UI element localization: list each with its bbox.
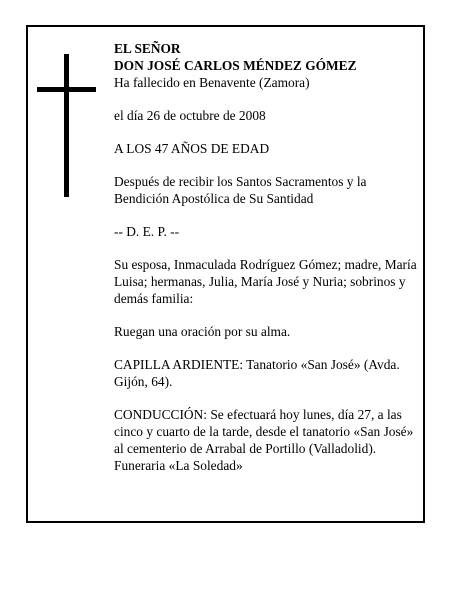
sacraments-paragraph: Después de recibir los Santos Sacramentos y la Bendición Apostólica de Su Santidad	[114, 174, 367, 206]
obituary-text	[114, 40, 420, 474]
deceased-name: DON JOSÉ CARLOS MÉNDEZ GÓMEZ	[114, 58, 357, 73]
funeral-home-line: Funeraria «La Soledad»	[114, 458, 243, 473]
prayer-line: Ruegan una oración por su alma.	[114, 324, 291, 339]
cross-vertical-bar	[64, 54, 69, 197]
procession-paragraph: CONDUCCIÓN: Se efectuará hoy lunes, día 27, a las cinco y cuarto de la tarde, desde el tanatorio «San José» al cementerio de Arrabal de Portillo (Valladolid).	[114, 407, 414, 456]
rip-line: -- D. E. P. --	[114, 224, 180, 239]
place-of-death: Ha fallecido en Benavente (Zamora)	[114, 75, 310, 90]
family-paragraph: Su esposa, Inmaculada Rodríguez Gómez; madre, María Luisa; hermanas, Julia, María José y Nuria; sobrinos y demás familia:	[114, 257, 417, 306]
age-at-death: A LOS 47 AÑOS DE EDAD	[114, 141, 270, 156]
cross-horizontal-bar	[37, 87, 96, 92]
date-of-death: el día 26 de octubre de 2008	[114, 108, 266, 123]
chapel-paragraph: CAPILLA ARDIENTE: Tanatorio «San José» (Avda. Gijón, 64).	[114, 357, 400, 389]
title-line-1: EL SEÑOR	[114, 41, 181, 56]
